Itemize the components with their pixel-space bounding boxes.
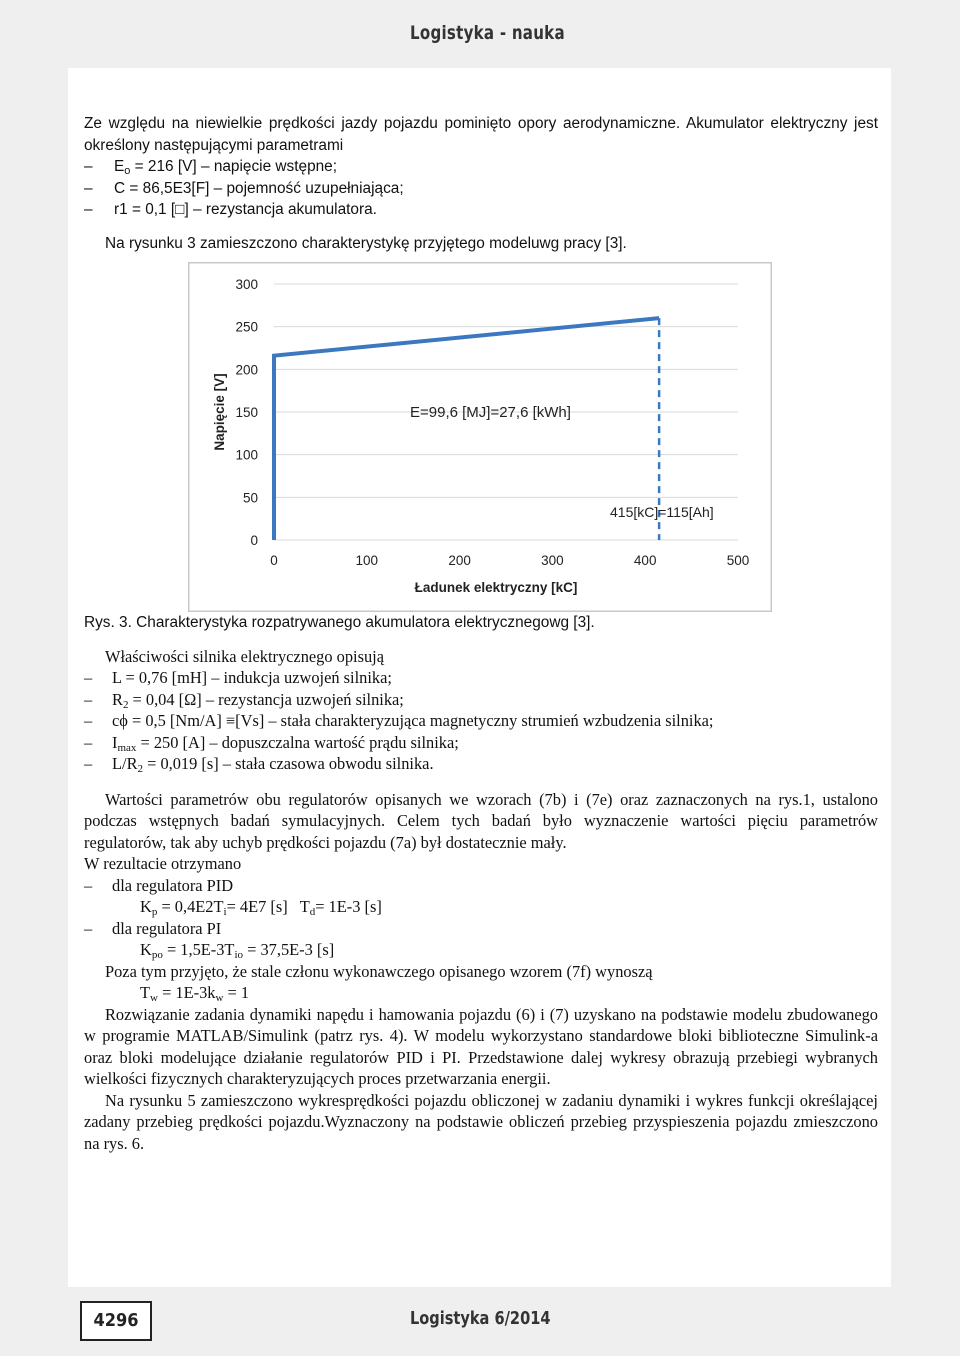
list-dash: – (84, 732, 93, 752)
paragraph-simulation: Rozwiązanie zadania dynamiki napędu i hamowania pojazdu (6) i (7) uzyskano na podstawie modelu zbudowanego w programie MATLAB/Simulink (patrz rys. 4). W modelu wykorzystano standardowe bloki biblioteczne Simulink-a oraz bloki modelujące działanie regulatorów PID i PI. Przedstawione dalej wykresy obrazują przebiegi wybranych wielkości fizycznych charakteryzujących proces przetwarzania energii. (84, 1004, 878, 1088)
list-item (84, 732, 878, 754)
journal-footer: Logistyka 6/2014 (410, 1308, 551, 1329)
list-text: C = 86,5E3[F] – pojemność uzupełniająca; (114, 179, 404, 197)
tw-formula: $T_w = 1E-3k_w = 1$ (140, 983, 250, 1004)
paragraph-figure-intro: Na rysunku 3 zamieszczono charakterystykę przyjętego modeluwg pracy [3]. (105, 234, 627, 252)
y-tick-label: 200 (235, 362, 258, 378)
list-text: $R_2 = 0,04$ [Ω] – rezystancja uzwojeń silnika; (112, 689, 404, 711)
list-item (84, 199, 878, 221)
x-tick-label: 200 (448, 553, 471, 568)
chart-svg (188, 262, 772, 612)
list-dash: – (84, 918, 93, 938)
x-tick-label: 100 (355, 553, 379, 568)
pi-formula: $K_{po} = 1,5E-3T_{io} = 37,5E-3$ [s] (140, 940, 335, 961)
x-tick-label: 300 (541, 553, 564, 568)
list-item (84, 689, 878, 711)
list-dash: – (84, 689, 93, 709)
list-item (84, 178, 878, 200)
paragraph-figure5: Na rysunku 5 zamieszczono wykresprędkości pojazdu obliczonej w zadaniu dynamiki i wykres funkcji określającej zadany przebieg prędkości pojazdu.Wyznaczony na podstawie obliczeń przebieg przyspieszenia pojazdu zmieszczono na rys. 6. (84, 1090, 878, 1153)
list-text: $L/R_2 = 0,019$ [s] – stała czasowa obwodu silnika. (112, 754, 434, 775)
missing-glyph-box: □ (175, 201, 185, 218)
list-text: L = 0,76 [mH] – indukcja uzwojeń silnika; (112, 668, 392, 687)
figure-caption: Rys. 3. Charakterystyka rozpatrywanego akumulatora elektrycznegowg [3]. (84, 614, 595, 631)
list-dash: – (84, 158, 93, 175)
y-tick-label: 250 (235, 319, 258, 335)
list-item (84, 156, 878, 178)
battery-params-list (84, 156, 878, 221)
article-content (84, 113, 878, 1154)
page-number: 4296 (80, 1301, 152, 1341)
list-dash: – (84, 668, 93, 687)
list-item (84, 667, 878, 689)
x-tick-label: 0 (270, 553, 278, 568)
paragraph-regulators: Wartości parametrów obu regulatorów opisanych we wzorach (7b) i (7e) oraz zaznaczonych na rys.1, ustalono podczas wstępnych badań symulacyjnych. Celem tych badań było wyznaczenie wartości pięciu parametrów regulatorów, tak aby uchyb prędkości pojazdu (7a) był dostatecznie mały. (84, 789, 878, 852)
list-text: cϕ = 0,5 [Nm/A] ≡[Vs] – stała charakteryzująca magnetyczny strumień wzbudzenia silnika; (112, 711, 714, 730)
running-header: Logistyka - nauka (410, 22, 565, 44)
paragraph-intro: Ze względu na niewielkie prędkości jazdy pojazdu pominięto opory aerodynamiczne. Akumulator elektryczny jest określony następującymi parametrami (84, 115, 878, 154)
x-tick-label: 400 (633, 553, 657, 568)
list-dash: – (84, 711, 93, 730)
list-dash: – (84, 875, 93, 895)
y-tick-label: 50 (242, 490, 258, 506)
pi-label: dla regulatora PI (112, 918, 222, 938)
battery-chart (188, 262, 772, 612)
y-tick-label: 300 (235, 277, 258, 292)
list-item (84, 753, 878, 775)
y-tick-label: 150 (235, 405, 258, 420)
page-body (68, 68, 891, 1287)
paragraph-result-intro: W rezultacie otrzymano (84, 854, 242, 873)
list-dash: – (84, 201, 93, 218)
pid-formula: $K_p = 0,4E2T_i= 4E7$ [s] $T_d= 1E-3$ [s] (140, 897, 382, 918)
y-axis-title: Napięcie [V] (212, 373, 227, 451)
energy-annotation: E=99,6 [MJ]=27,6 [kWh] (410, 404, 571, 421)
x-axis-title: Ładunek elektryczny [kC] (414, 580, 578, 595)
list-text: r1 = 0,1 [□] – rezystancja akumulatora. (114, 201, 377, 218)
y-tick-label: 100 (235, 447, 258, 463)
y-tick-label: 0 (250, 533, 258, 548)
pid-label: dla regulatora PID (112, 875, 234, 895)
motor-params-list (84, 667, 878, 775)
paragraph-actuator: Poza tym przyjęto, że stale członu wykonawczego opisanego wzorem (7f) wynoszą (105, 961, 653, 981)
capacity-annotation: 415[kC]=115[Ah] (610, 504, 714, 520)
list-text: $I_{max} = 250$ [A] – dopuszczalna wartość prądu silnika; (112, 732, 459, 754)
list-item (84, 710, 878, 732)
paragraph-motor-intro: Właściwości silnika elektrycznego opisują (105, 646, 385, 666)
list-dash: – (84, 754, 93, 773)
list-text: $E_o = 216$ [V] – napięcie wstępne; (114, 158, 338, 177)
list-item-pi (84, 918, 878, 940)
list-dash: – (84, 179, 93, 197)
x-tick-label: 500 (726, 553, 750, 568)
list-item-pid (84, 875, 878, 897)
